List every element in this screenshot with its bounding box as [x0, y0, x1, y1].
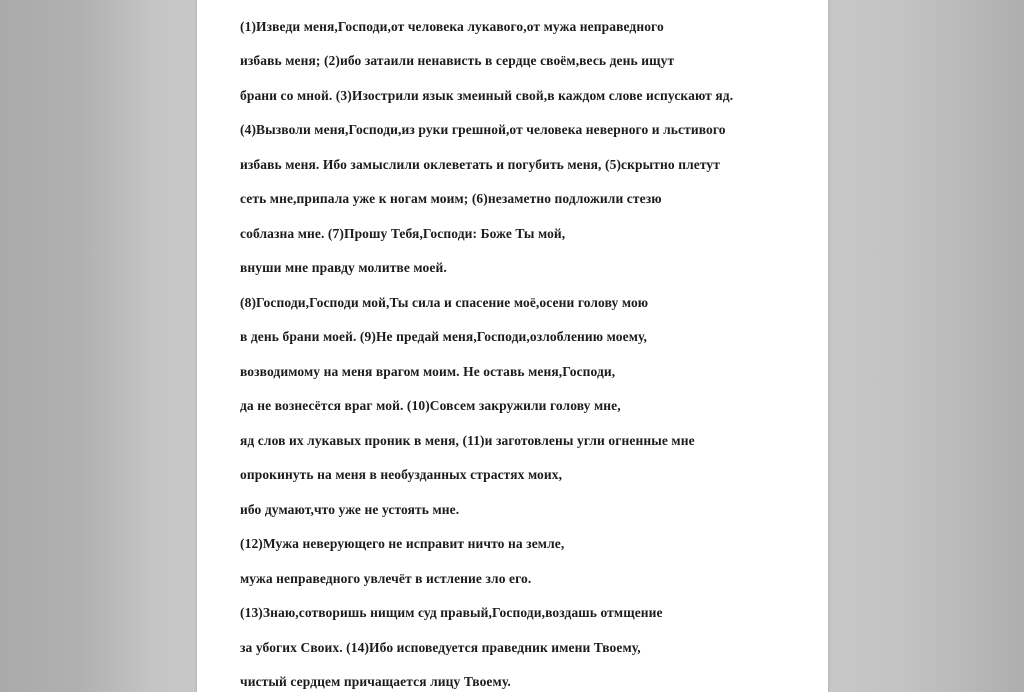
- text-line-8: внуши мне правду молитве моей.: [240, 260, 447, 275]
- document-page: [197, 0, 828, 692]
- text-line-9: (8)Господи,Господи мой,Ты сила и спасение моё,осени голову мою: [240, 295, 649, 310]
- text-line-16: (12)Мужа неверующего не исправит ничто на земле,: [240, 536, 565, 551]
- text-line-15: ибо думают,что уже не устоять мне.: [240, 502, 460, 517]
- text-line-17: мужа неправедного увлечёт в истление зло его.: [240, 571, 532, 586]
- text-line-4: (4)Вызволи меня,Господи,из руки грешной,от человека неверного и льстивого: [240, 122, 726, 137]
- text-line-6: сеть мне,припала уже к ногам моим; (6)незаметно подложили стезю: [240, 191, 662, 206]
- text-line-5: избавь меня. Ибо замыслили оклеветать и погубить меня, (5)скрытно плетут: [240, 157, 720, 172]
- text-line-18: (13)Знаю,сотворишь нищим суд правый,Господи,воздашь отмщение: [240, 605, 663, 620]
- viewer-background-right: [828, 0, 1024, 692]
- text-line-7: соблазна мне. (7)Прошу Тебя,Господи: Боже Ты мой,: [240, 226, 566, 241]
- text-line-10: в день брани моей. (9)Не предай меня,Господи,озлоблению моему,: [240, 329, 648, 344]
- text-line-12: да не вознесётся враг мой. (10)Совсем закружили голову мне,: [240, 398, 621, 413]
- text-line-20: чистый сердцем причащается лицу Твоему.: [240, 674, 511, 689]
- text-line-11: возводимому на меня врагом моим. Не оставь меня,Господи,: [240, 364, 616, 379]
- text-line-13: яд слов их лукавых проник в меня, (11)и заготовлены угли огненные мне: [240, 433, 695, 448]
- text-line-2: избавь меня; (2)ибо затаили ненависть в сердце своём,весь день ищут: [240, 53, 675, 68]
- text-line-1: (1)Изведи меня,Господи,от человека лукавого,от мужа неправедного: [240, 19, 664, 34]
- text-line-3: брани со мной. (3)Изострили язык змеиный свой,в каждом слове испускают яд.: [240, 88, 734, 103]
- text-line-14: опрокинуть на меня в необузданных страстях моих,: [240, 467, 563, 482]
- text-line-19: за убогих Своих. (14)Ибо исповедуется праведник имени Твоему,: [240, 640, 641, 655]
